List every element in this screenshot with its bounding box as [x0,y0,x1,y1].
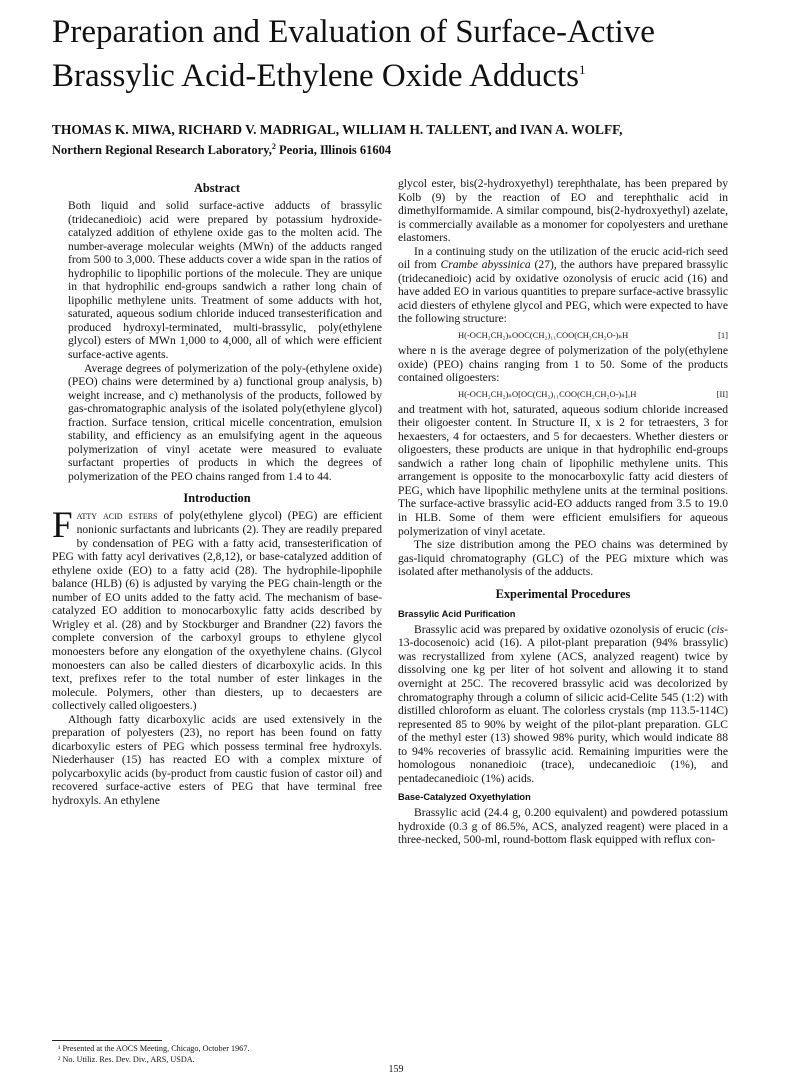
introduction-heading: Introduction [183,491,251,506]
title-footnote-mark: 1 [579,62,586,77]
footnote-1: ¹ Presented at the AOCS Meeting, Chicago, October 1967. [58,1044,250,1053]
page-number: 159 [388,1064,404,1075]
intro-paragraph-6: and treatment with hot, saturated, aqueous sodium chloride increased their oligoester content. In Structure II, x is 2 for tetraesters, 3 for hexaesters, 4 for octaesters, and 5 for decaesters. Whether diesters or oligoesters, these products are unique in that hydrophilic end-groups sandwich a rather long chain of lipophilic methylene units. This arrangement is opposite to the monocarboxylic fatty acid diesters of PEG, which have lipophilic methylene units at the terminal positions. The surface-active brassylic acid-EO adducts ranged from 3.5 to 19.0 in HLB. Some of them were efficient emulsifiers for aqueous polymerization of vinyl acetate. [398,402,728,538]
abstract-section [52,181,382,483]
footnotes [52,1040,382,1065]
intro-paragraph-1 [52,505,382,713]
purification-paragraph [398,623,728,786]
cis-italic: cis [711,622,725,636]
intro-paragraph-3: glycol ester, bis(2-hydroxyethyl) terephthalate, has been prepared by Kolb (9) by the reaction of EO and terephthalic acid in dimethylformamide. A similar compound, bis(2-hydroxyethyl) azelate, is commercially available as a monomer for copolyesters and urethane elastomers. [398,177,728,245]
species-name: Crambe abyssinica [440,258,531,272]
affiliation-footnote-mark: 2 [271,142,276,151]
intro-paragraph-7: The size distribution among the PEO chains was determined by gas-liquid chromatography (GLC) of the PEG mixture which was isolated after methanolysis of the adducts. [398,538,728,579]
abstract-paragraph-1: Both liquid and solid surface-active adducts of brassylic (tridecanedioic) acid were prepared by potassium hydroxide-catalyzed addition of ethylene oxide gas to the molten acid. The number-average molecular weights (MWn) of the adducts ranged from 500 to 3,000. These adducts cover a wide span in the ratios of hydrophilic to lipophilic portions of the molecule. They are unique in that hydrophilic end-groups sandwich a rather long chain of lipophilic methylene units. Treatment of some adducts with hot, saturated, aqueous sodium chloride induced transesterification and produced hydroxyl-terminated, multi-brassylic, poly(ethylene glycol) esters of MWn 1,000 to 4,000, all of which were efficient surface-active agents. [68,199,382,362]
subsection-oxyethylation: Base-Catalyzed Oxyethylation [398,792,531,803]
footnote-rule [52,1040,162,1041]
formula-2-expression: H(-OCH₂CH₂)ₙO[OC(CH₂)₁₁COO(CH₂CH₂O-)ₙ]ₓH [458,388,637,399]
formula-1 [398,329,728,341]
intro-paragraph-5: where n is the average degree of polymerization of the poly(ethylene oxide) (PEO) chains ranging from 1 to 50. Some of the products contained oligoesters: [398,344,728,385]
right-column [398,177,728,847]
article-title [52,10,752,98]
affiliation-location: Peoria, Illinois 61604 [275,143,392,158]
intro-paragraph-1-text: of poly(ethylene glycol) (PEG) are efficient nonionic surfactants and lubricants (2). They are readily prepared by condensation of PEG with a fatty acid, transesterification of PEG with fatty acyl derivatives (2,8,12), or base-catalyzed addition of ethylene oxide (EO) to a fatty acid (28). The hydrophile-lipophile balance (HLB) (6) is adjusted by varying the PEG chain-length or the number of EO units added to the fatty acid. The mechanism of base-catalyzed EO addition to monocarboxylic fatty acids described by Wrigley et al. (28) and by Stockburger and Brandner (22) favors the complete conversion of the carboxyl groups to ethylene glycol monoesters before any elongation of the oxyethylene chains. (Glycol monoesters can also be called diesters of dicarboxylic acids. In this text, prefixes refer to the total number of ester linkages in the molecule. Polymers, other than diesters, up to decaesters are collectively called oligoesters.) [52,509,382,713]
purification-text-a: Brassylic acid was prepared by oxidative ozonolysis of erucic ( [414,622,712,636]
intro-paragraph-4 [398,245,728,326]
oxyethylation-paragraph: Brassylic acid (24.4 g, 0.200 equivalent) and powdered potassium hydroxide (0.3 g of 86.5%, ACS, analyzed reagent) were placed in a three-necked, 500-ml, round-bottom flask equipped with reflux con- [398,806,728,847]
intro-lead-smallcaps: atty acid esters [76,509,158,523]
intro-paragraph-2: Although fatty dicarboxylic acids are used extensively in the preparation of polyesters (23), no report has been found on fatty dicarboxylic esters of PEG which possess terminal free hydroxyls. Niederhauser (15) has reacted EO with a complex mixture of polycarboxylic acids (by-product from caustic fusion of castor oil) and recovered surface-active esters of PEG that have terminal free hydroxyls. An ethylene [52,712,382,807]
intro-paragraph-4-text-a: In a continuing study on the utilization of the erucic acid-rich seed oil from [398,244,728,272]
formula-2-number: [II] [716,388,728,399]
subsection-brassylic-purification: Brassylic Acid Purification [398,608,516,619]
affiliation-lab: Northern Regional Research Laboratory, [52,143,272,158]
article-title-text: Preparation and Evaluation of Surface-Active Brassylic Acid-Ethylene Oxide Adducts [52,14,655,94]
formula-1-expression: H(-OCH₂CH₂)ₙOOC(CH₂)₁₁COO(CH₂CH₂O-)ₙH [458,330,629,341]
author-list: THOMAS K. MIWA, RICHARD V. MADRIGAL, WILLIAM H. TALLENT, and IVAN A. WOLFF, [52,122,623,137]
abstract-paragraph-2: Average degrees of polymerization of the poly-(ethylene oxide) (PEO) chains were determined by a) functional group analysis, b) weight increase, and c) methanolysis of the products, followed by gas-chromatographic analysis of the isolated poly(ethylene glycol) fraction. Surface tension, critical micelle concentration, emulsion stability, and efficiency as an emulsifying agent in the aqueous polymerization of vinyl acetate were measured to evaluate surfactant properties of products in which the degrees of polymerization of the PEO chains ranged from 1.4 to 44. [68,361,382,483]
formula-1-number: [1] [718,330,728,341]
abstract-heading: Abstract [193,181,241,195]
formula-2 [398,388,728,400]
purification-text-b: -13-docosenoic) acid (16). A pilot-plant preparation (94% brassylic) was recrystallized from xylene (ACS, analyzed reagent) twice by dissolving one kg per liter of hot solvent and allowing it to stand overnight at 25C. The recovered brassylic acid was decolorized by chromatography through a column of silicic acid-Celite 545 (1:2) with distilled chloroform as eluant. The colorless crystals (mp 113.5-114C) represented 85 to 90% by weight of the pilot-plant preparation. GLC of the methyl ester (13) showed 98% purity, which would indicate 88 to 94% recoveries of brassylic acid. Remaining impurities were the homologous nonanedioic (trace), undecanedioic (1%), and pentadecanedioic (1%) acids. [398,622,728,785]
drop-cap: F [52,505,73,547]
intro-paragraph-4-text-b: (27), the authors have prepared brassylic (tridecanedioic) acid by oxidative ozonolysis of erucic acid (16) and have added EO in various quantities to prepare surface-active brassylic acid diesters of ethylene glycol and PEG, which were expected to have the following structure: [398,258,728,326]
footnote-2: ² No. Utiliz. Res. Dev. Div., ARS, USDA. [58,1054,195,1064]
affiliation [52,139,772,158]
left-column [52,177,382,808]
experimental-heading: Experimental Procedures [495,586,631,601]
